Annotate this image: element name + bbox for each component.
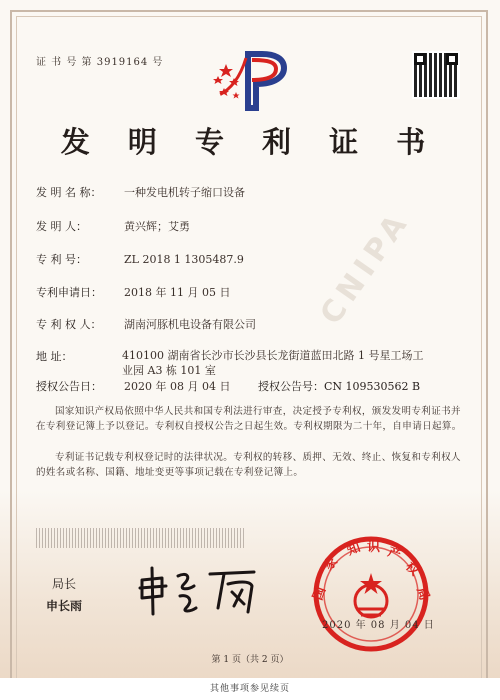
patentee-label: 专 利 权 人：	[36, 318, 102, 331]
filing-date-value: 2018 年 11 月 05 日	[124, 286, 231, 299]
seal-date: 2020 年 08 月 04 日	[322, 620, 435, 631]
patent-number-label: 专 利 号：	[36, 253, 87, 266]
signatory-title: 局长	[52, 577, 77, 591]
filing-date-row	[36, 284, 230, 300]
invention-name-label: 发 明 名 称：	[36, 186, 102, 199]
grant-paragraph: 国家知识产权局依照中华人民共和国专利法进行审查，决定授予专利权，颁发发明专利证书并在专利登记簿上予以登记。专利权自授权公告之日起生效。专利权期限为二十年，自申请日起算。	[36, 406, 462, 432]
svg-text:产: 产	[385, 544, 403, 564]
grant-number-value: CN 109530562 B	[324, 380, 421, 393]
signatory-name: 申长雨	[46, 599, 83, 613]
barcode-icon	[36, 528, 246, 548]
svg-text:家: 家	[321, 554, 342, 574]
handwritten-signature	[132, 562, 272, 618]
grant-date-row	[36, 378, 230, 394]
footer-note: 其他事项参见续页	[0, 678, 500, 700]
patentee-row	[36, 316, 256, 332]
legal-status-paragraph: 专利证书记载专利权登记时的法律状况。专利权的转移、质押、无效、终止、恢复和专利权人的姓名或名称、国籍、地址变更等事项记载在专利登记簿上。	[36, 452, 461, 478]
grant-number-label: 授权公告号：	[258, 380, 324, 393]
inventor-value: 黄兴辉；艾勇	[124, 220, 190, 233]
inventor-label: 发 明 人：	[36, 220, 87, 233]
grant-date-value: 2020 年 08 月 04 日	[124, 380, 231, 393]
svg-text:知: 知	[345, 540, 363, 559]
invention-name-value: 一种发电机转子缩口设备	[124, 186, 245, 199]
svg-text:识: 识	[367, 540, 381, 555]
svg-text:局: 局	[413, 585, 432, 603]
svg-text:权: 权	[402, 559, 422, 580]
patentee-value: 湖南河豚机电设备有限公司	[124, 318, 256, 331]
invention-name-row	[36, 184, 245, 200]
address-label: 地 址：	[36, 350, 73, 363]
filing-date-label: 专利申请日：	[36, 286, 102, 299]
certificate-number: 证 书 号 第 3919164 号	[36, 57, 164, 68]
grant-date-label: 授权公告日：	[36, 380, 102, 393]
page-number: 第 1 页（共 2 页）	[211, 655, 289, 665]
svg-text:国: 国	[310, 585, 330, 603]
patent-number-row	[36, 251, 244, 267]
address-value: 410100 湖南省长沙市长沙县长龙街道蓝田北路 1 号星工场工业园 A3 栋 101 室	[122, 349, 424, 377]
grant-number-row	[258, 378, 420, 394]
cnipa-logo-icon	[206, 50, 292, 112]
qr-code-icon	[414, 53, 458, 97]
certificate-title: 发 明 专 利 证 书	[60, 125, 440, 159]
official-seal	[307, 535, 435, 653]
watermark: CNIPA	[313, 203, 418, 332]
patent-number-value: ZL 2018 1 1305487.9	[124, 253, 244, 266]
inventor-row	[36, 218, 190, 234]
